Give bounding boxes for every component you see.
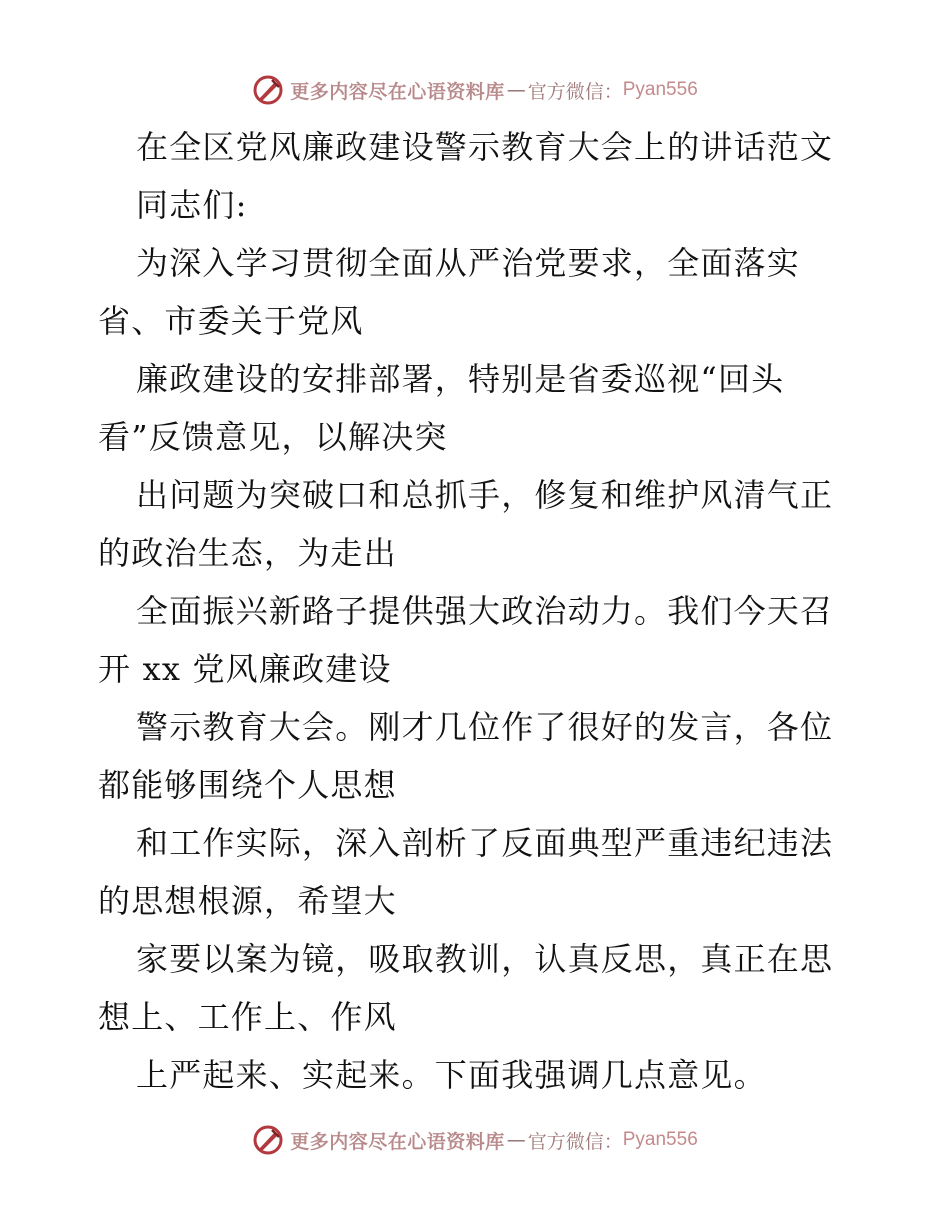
- watermark-text: 更多内容尽在心语资料库: [290, 80, 505, 103]
- text-line: 廉政建设的安排部署，特别是省委巡视“回头: [136, 360, 785, 398]
- text-line: 家要以案为镜，吸取教训，认真反思，真正在思: [136, 940, 834, 978]
- watermark-dash: —: [506, 1129, 526, 1151]
- quill-logo-icon: [252, 74, 284, 106]
- text-line: 上严起来、实起来。下面我强调几点意见。: [136, 1056, 767, 1094]
- text-line: 为深入学习贯彻全面从严治党要求，全面落实: [136, 244, 801, 282]
- text-line: 同志们:: [136, 186, 248, 224]
- watermark-text: 更多内容尽在心语资料库: [290, 1130, 505, 1153]
- watermark-wechat-id: Pyan556: [622, 1129, 698, 1150]
- text-line: 想上、工作上、作风: [98, 998, 397, 1036]
- text-line: 都能够围绕个人思想: [98, 766, 397, 804]
- text-line: 出问题为突破口和总抓手，修复和维护风清气正: [136, 476, 834, 514]
- text-line: 的思想根源，希望大: [98, 882, 397, 920]
- text-line: 警示教育大会。刚才几位作了很好的发言，各位: [136, 708, 834, 746]
- text-line: 省、市委关于党风: [98, 302, 364, 340]
- text-line: 看”反馈意见，以解决突: [98, 418, 448, 456]
- header-watermark: [0, 72, 950, 108]
- document-body: [98, 118, 858, 1104]
- text-line: 的政治生态，为走出: [98, 534, 397, 572]
- quill-logo-icon: [252, 1124, 284, 1156]
- watermark-wechat-label: 官方微信：: [527, 80, 623, 103]
- watermark-wechat-label: 官方微信：: [527, 1130, 623, 1153]
- text-line: 开 xx 党风廉政建设: [98, 650, 392, 688]
- document-title: 在全区党风廉政建设警示教育大会上的讲话范文: [136, 128, 834, 166]
- watermark-dash: —: [506, 79, 526, 101]
- text-line: 和工作实际，深入剖析了反面典型严重违纪违法: [136, 824, 834, 862]
- text-line: 全面振兴新路子提供强大政治动力。我们今天召: [136, 592, 834, 630]
- footer-watermark: [0, 1122, 950, 1158]
- watermark-wechat-id: Pyan556: [622, 79, 698, 100]
